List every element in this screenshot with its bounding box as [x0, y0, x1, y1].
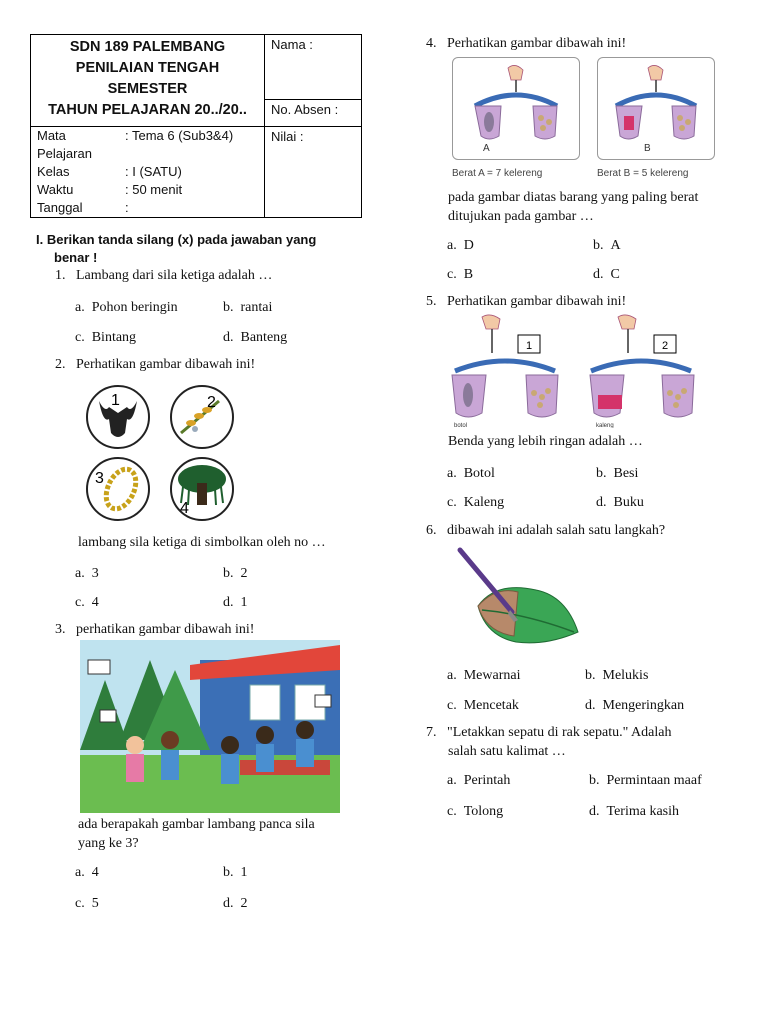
info-value: : I (SATU) [125, 164, 182, 179]
exam-info [31, 127, 265, 218]
chain-icon [87, 458, 149, 520]
nama-field[interactable]: Nama : [265, 35, 362, 100]
box-number-1: 1 [526, 340, 533, 352]
q7-option-c[interactable]: c. Tolong [447, 804, 504, 819]
q5-option-d[interactable]: d. Buku [596, 495, 644, 510]
q6-option-d[interactable]: d. Mengeringkan [585, 698, 685, 713]
q2-option-d[interactable]: d. 1 [223, 595, 248, 610]
q1-option-b[interactable]: b. rantai [223, 300, 273, 315]
pancasila-symbols-illustration [85, 383, 245, 523]
info-key: Pelajaran [37, 146, 92, 161]
q4-option-a[interactable]: a. D [447, 238, 474, 253]
scale-image-b [597, 57, 715, 160]
q2-option-b[interactable]: b. 2 [223, 566, 248, 581]
q5-option-a[interactable]: a. Botol [447, 466, 495, 481]
question-7: 7. "Letakkan sepatu di rak sepatu." Adalah salah satu kalimat … [426, 725, 672, 759]
q3-option-c[interactable]: c. 5 [75, 896, 99, 911]
q1-option-c[interactable]: c. Bintang [75, 330, 137, 345]
info-value: : 50 menit [125, 182, 183, 197]
hanger-bags-a-illustration [453, 58, 579, 159]
q4-option-c[interactable]: c. B [447, 267, 474, 282]
question-3: 3. perhatikan gambar dibawah ini! [55, 622, 255, 637]
section-title: I. Berikan tanda silang (x) pada jawaban yang benar ! [36, 232, 317, 265]
q1-option-a[interactable]: a. Pohon beringin [75, 300, 178, 315]
hanger-bags-b-illustration [598, 58, 714, 159]
info-value: : Tema 6 (Sub3&4) [125, 128, 234, 143]
caption-weight-b: Berat B = 5 kelereng [597, 168, 689, 179]
q7-option-d[interactable]: d. Terima kasih [589, 804, 679, 819]
question-6: 6. dibawah ini adalah salah satu langkah? [426, 523, 666, 538]
symbol-number-3: 3 [95, 470, 104, 487]
caption-weight-a: Berat A = 7 kelereng [452, 168, 543, 179]
q4-prompt: pada gambar diatas barang yang paling berat ditujukan pada gambar … [448, 190, 699, 224]
exam-header-table [30, 34, 362, 218]
q3-option-d[interactable]: d. 2 [223, 896, 248, 911]
label-a: A [483, 143, 490, 154]
q6-option-c[interactable]: c. Mencetak [447, 698, 519, 713]
q3-option-a[interactable]: a. 4 [75, 865, 99, 880]
info-key: Tanggal [37, 200, 83, 215]
q5-prompt: Benda yang lebih ringan adalah … [448, 434, 643, 449]
question-2: 2. Perhatikan gambar dibawah ini! [55, 357, 256, 372]
question-1: 1. Lambang dari sila ketiga adalah … [55, 268, 273, 283]
box-number-2: 2 [662, 340, 669, 352]
school-title [31, 35, 265, 127]
symbol-number-2: 2 [207, 394, 216, 411]
q5-option-b[interactable]: b. Besi [596, 466, 639, 481]
q7-option-a[interactable]: a. Perintah [447, 773, 511, 788]
q5-option-c[interactable]: c. Kaleng [447, 495, 505, 510]
caption-kaleng: kaleng [596, 423, 614, 428]
hanger-bags-numbered-illustration [450, 313, 700, 428]
question-4: 4. Perhatikan gambar dibawah ini! [426, 36, 627, 51]
q7-option-b[interactable]: b. Permintaan maaf [589, 773, 702, 788]
exam-title: PENILAIAN TENGAH [75, 60, 220, 76]
q2-option-c[interactable]: c. 4 [75, 595, 99, 610]
leaf-painting-illustration [456, 546, 582, 650]
symbol-number-1: 1 [111, 392, 120, 409]
q4-option-d[interactable]: d. C [593, 267, 620, 282]
no-absen-field[interactable]: No. Absen : [265, 100, 362, 127]
q2-option-a[interactable]: a. 3 [75, 566, 99, 581]
scale-image-a [452, 57, 580, 160]
school-name: SDN 189 PALEMBANG [69, 39, 226, 55]
school-year: TAHUN PELAJARAN 20../20.. [48, 102, 247, 118]
school-yard-illustration [80, 640, 340, 813]
caption-botol: botol [454, 423, 468, 428]
symbol-number-4: 4 [180, 500, 189, 517]
exam-title-2: SEMESTER [107, 81, 188, 97]
info-key: Mata [37, 128, 66, 143]
q3-prompt: ada berapakah gambar lambang panca sila yang ke 3? [78, 817, 315, 851]
nilai-field[interactable]: Nilai : [265, 127, 362, 218]
q6-option-a[interactable]: a. Mewarnai [447, 668, 521, 683]
q6-option-b[interactable]: b. Melukis [585, 668, 649, 683]
info-key: Waktu [37, 182, 74, 197]
rice-cotton-icon [171, 386, 233, 448]
info-value: : [125, 200, 129, 215]
q4-option-b[interactable]: b. A [593, 238, 621, 253]
label-b: B [644, 143, 651, 154]
question-5: 5. Perhatikan gambar dibawah ini! [426, 294, 627, 309]
q1-option-d[interactable]: d. Banteng [223, 330, 288, 345]
q3-option-b[interactable]: b. 1 [223, 865, 248, 880]
q2-prompt: lambang sila ketiga di simbolkan oleh no … [78, 535, 326, 550]
info-key: Kelas [37, 164, 70, 179]
